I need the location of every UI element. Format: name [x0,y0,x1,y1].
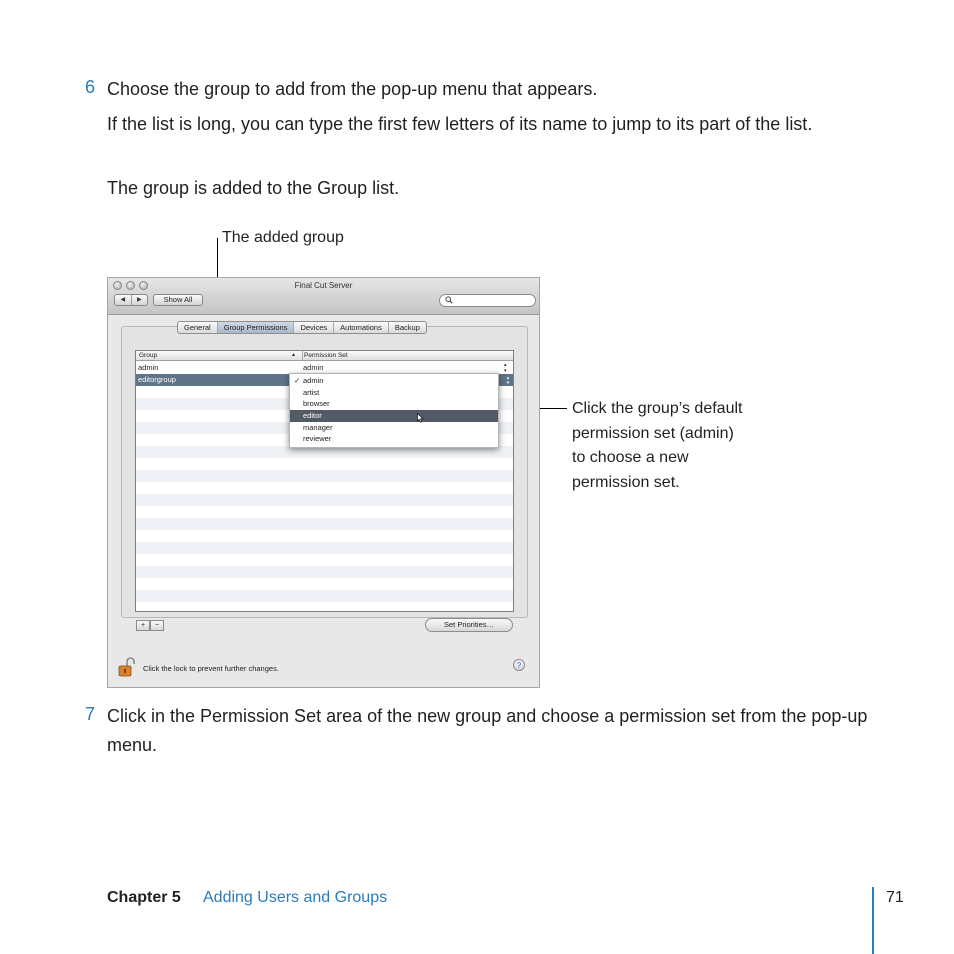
nav-buttons [114,294,148,306]
search-input[interactable] [439,294,536,307]
menu-item-browser[interactable]: browser [303,399,330,408]
footer-chapter: Chapter 5 [107,889,181,906]
lock-icon[interactable] [118,657,136,677]
menu-item-artist[interactable]: artist [303,388,320,397]
menu-item-admin[interactable]: ✓ admin ▴ ▾ [294,375,510,386]
table-row [136,518,513,530]
permission-popup-menu [289,373,510,448]
callout-line-text: permission set. [572,473,680,491]
column-header-group[interactable]: Group [139,352,158,359]
tab-backup[interactable]: Backup [388,322,426,333]
tab-bar [177,321,427,334]
tab-general[interactable]: General [184,323,211,332]
footer-rule [872,887,874,954]
show-all-button[interactable]: Show All [153,294,203,306]
menu-item-reviewer[interactable]: reviewer [303,434,332,443]
preferences-window [107,277,540,688]
menu-item-manager[interactable]: manager [303,423,333,432]
title-bar [108,278,539,315]
forward-arrow-icon[interactable]: ▶ [131,295,148,305]
table-header [136,351,513,361]
column-divider [302,351,303,360]
tab-devices[interactable]: Devices [293,322,333,333]
set-priorities-button[interactable]: Set Priorities… [425,618,513,632]
help-button[interactable]: ? [513,659,525,671]
callout-added-group: The added group [222,229,344,246]
checkmark-icon: ✓ [294,376,301,385]
menu-item-editor[interactable]: editor [290,410,498,422]
table-row [136,494,513,506]
footer-title: Adding Users and Groups [203,889,388,906]
callout-line-text: Click the group’s default [572,400,743,417]
tab-group-permissions[interactable]: Group Permissions [217,322,294,333]
step-text: Choose the group to add from the pop-up menu that appears. [107,79,598,99]
back-arrow-icon[interactable]: ◀ [120,297,126,303]
popup-arrows-icon: ▴ ▾ [504,362,507,374]
tab-automations[interactable]: Automations [333,322,388,333]
callout-permission [572,397,782,495]
group-cell: admin [138,363,159,372]
step-number: 7 [85,704,96,724]
step-text: Click in the Permission Set area of the new group and choose a permission set from the pop-up menu. [107,706,868,755]
callout-line-text: permission set (admin) [572,424,734,442]
bottom-bar [108,649,539,687]
callout-line-text: to choose a new [572,449,689,466]
table-row [136,470,513,482]
column-header-permission-set[interactable]: Permission Set [304,352,348,359]
search-icon [445,296,453,304]
window-title: Final Cut Server [294,281,353,290]
body-paragraph: The group is added to the Group list. [107,178,400,198]
permission-cell[interactable]: admin [303,363,324,372]
lock-message: Click the lock to prevent further changes. [143,664,279,673]
table-row [136,590,513,602]
popup-arrows-icon: ▴ ▾ [506,375,510,386]
add-group-button[interactable]: + [136,620,150,631]
step-number: 6 [85,77,96,97]
table-row [136,566,513,578]
sort-arrow-icon: ▲ [291,352,296,358]
body-paragraph: If the list is long, you can type the first few letters of its name to jump to its part of the list. [107,114,813,134]
table-row [136,542,513,554]
page-number: 71 [886,889,904,906]
remove-group-button[interactable]: − [150,620,164,631]
group-cell: editorgroup [138,375,176,384]
